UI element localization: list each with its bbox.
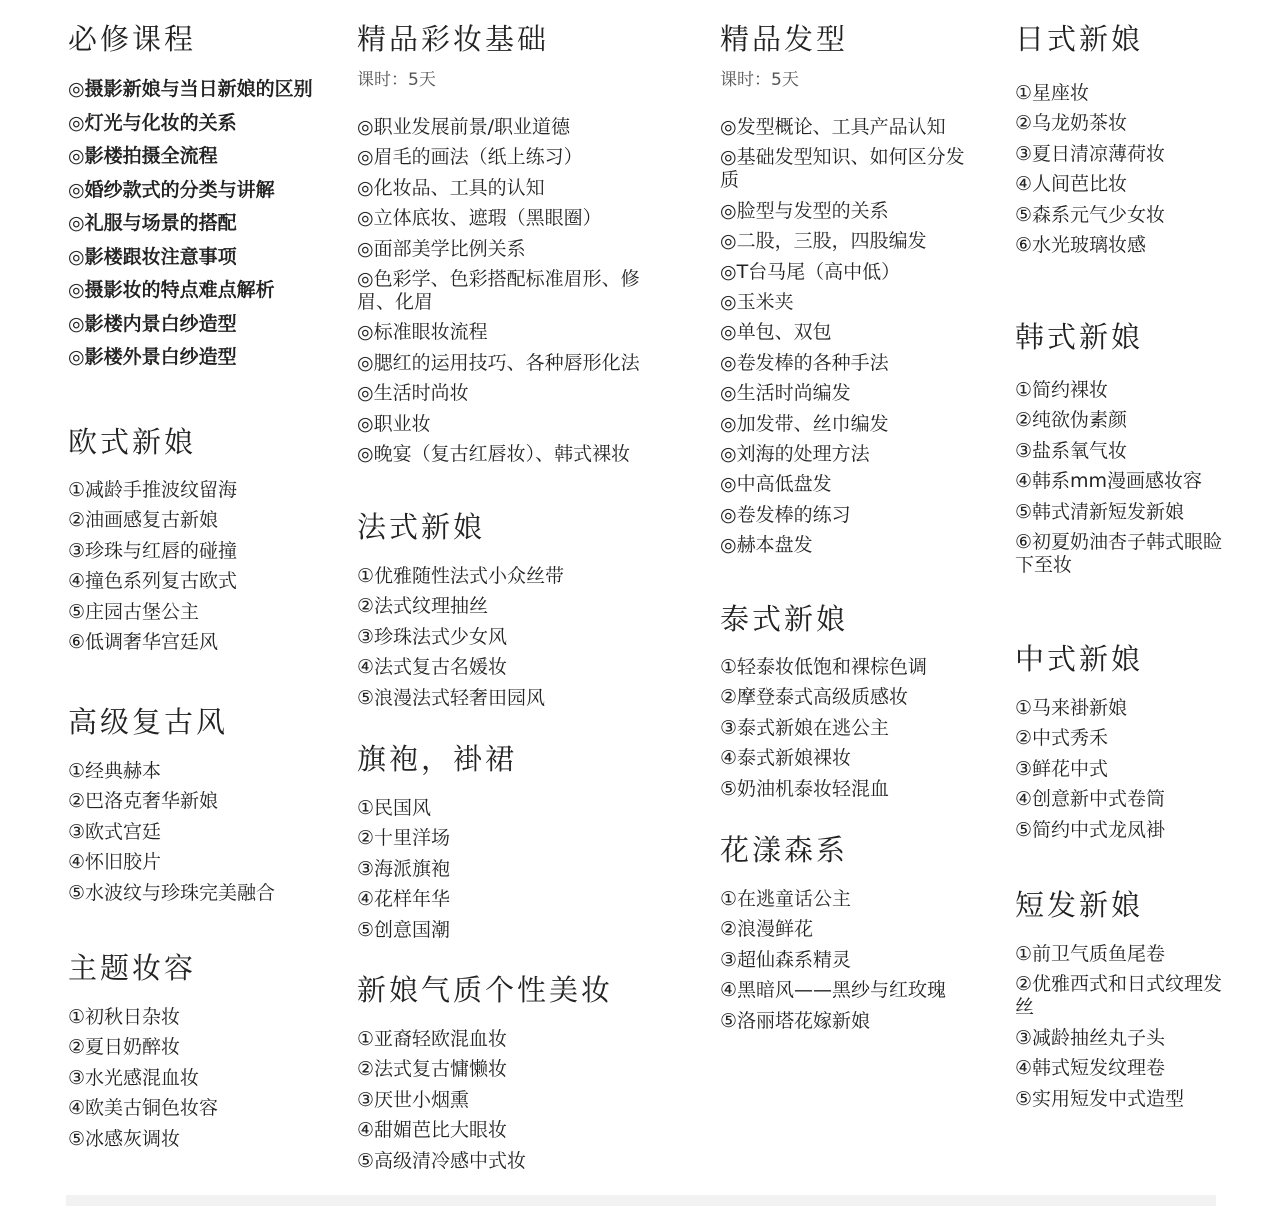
list-item: ◎卷发棒的各种手法 (720, 351, 889, 374)
list-item: ②法式复古慵懒妆 (357, 1058, 508, 1081)
list-item: ◎礼服与场景的搭配 (68, 212, 237, 234)
list-item: ⑤洛丽塔花嫁新娘 (720, 1009, 871, 1032)
section-title: 主题妆容 (68, 951, 197, 985)
item-list (357, 565, 667, 710)
list-item: ②十里洋场 (357, 827, 451, 850)
section-short-hair-bride (1015, 886, 1225, 1118)
section-title: 高级复古风 (68, 705, 229, 739)
item-list (720, 656, 970, 801)
list-item: ◎摄影妆的特点难点解析 (68, 279, 275, 301)
list-item: ◎玉米夹 (720, 290, 794, 313)
list-item: ④撞色系列复古欧式 (68, 570, 238, 593)
list-item: ④黑暗风——黑纱与红玫瑰 (720, 979, 947, 1002)
list-item: ④欧美古铜色妆容 (68, 1097, 219, 1120)
list-item: ◎T台马尾（高中低） (720, 260, 901, 283)
section-chinese-bride (1015, 640, 1225, 849)
section-title: 精品彩妆基础 (357, 22, 550, 56)
list-item: ⑤高级清冷感中式妆 (357, 1149, 527, 1172)
list-item: ③盐系氧气妆 (1015, 439, 1128, 462)
list-item: ①减龄手推波纹留海 (68, 479, 238, 501)
list-item: ③珍珠法式少女风 (357, 625, 508, 648)
course-duration: 课时：5天 (720, 70, 799, 90)
list-item: ◎脸型与发型的关系 (720, 199, 889, 222)
list-item: ◎标准眼妆流程 (357, 321, 488, 344)
section-european-bride (68, 423, 323, 661)
list-item: ◎眉毛的画法（纸上练习） (357, 146, 583, 169)
list-item: ◎刘海的处理方法 (720, 442, 870, 465)
section-title: 中式新娘 (1015, 642, 1144, 676)
list-item: ③珍珠与红唇的碰撞 (68, 539, 238, 562)
list-item: ②乌龙奶茶妆 (1015, 112, 1128, 135)
list-item: ①民国风 (357, 797, 432, 819)
section-title: 花漾森系 (720, 833, 849, 867)
list-item: ①星座妆 (1015, 82, 1090, 104)
list-item: ◎影楼跟妆注意事项 (68, 245, 237, 268)
item-list (68, 479, 323, 654)
list-item: ④甜媚芭比大眼妆 (357, 1119, 508, 1142)
section-french-bride (357, 508, 667, 717)
list-item: ◎色彩学、色彩搭配标准眉形、修眉、化眉 (357, 267, 640, 313)
course-duration: 课时：5天 (357, 70, 436, 90)
list-item: ◎二股，三股，四股编发 (720, 230, 927, 253)
list-item: ⑤浪漫法式轻奢田园风 (357, 686, 546, 709)
list-item: ◎赫本盘发 (720, 534, 813, 557)
list-item: ◎生活时尚妆 (357, 382, 469, 405)
list-item: ◎基础发型知识、如何区分发质 (720, 146, 965, 192)
item-list (68, 760, 323, 905)
list-item: ②法式纹理抽丝 (357, 595, 489, 618)
item-list (1015, 82, 1225, 257)
item-list (357, 116, 667, 466)
list-item: ①亚裔轻欧混血妆 (357, 1028, 508, 1050)
list-item: ⑤奶油机泰妆轻混血 (720, 777, 890, 800)
section-title: 短发新娘 (1015, 888, 1144, 922)
list-item: ①初秋日杂妆 (68, 1006, 181, 1028)
section-japanese-bride (1015, 20, 1225, 264)
list-item: ◎职业妆 (357, 412, 431, 435)
list-item: ③减龄抽丝丸子头 (1015, 1026, 1166, 1049)
list-item: ②摩登泰式高级质感妆 (720, 686, 909, 709)
item-list (68, 1006, 323, 1151)
list-item: ⑤创意国潮 (357, 918, 451, 941)
section-hairstyle (720, 20, 970, 564)
item-list (1015, 697, 1225, 842)
section-theme-makeup (68, 949, 323, 1158)
list-item: ④泰式新娘裸妆 (720, 747, 852, 770)
list-item: ④怀旧胶片 (68, 851, 162, 874)
list-item: ①经典赫本 (68, 760, 162, 782)
list-item: ④法式复古名媛妆 (357, 656, 508, 679)
section-retro-style (68, 703, 323, 912)
section-thai-bride (720, 600, 970, 808)
list-item: ⑥水光玻璃妆感 (1015, 233, 1147, 256)
section-title: 新娘气质个性美妆 (357, 973, 614, 1007)
list-item: ⑤森系元气少女妆 (1015, 203, 1166, 226)
section-required-courses (68, 20, 323, 380)
list-item: ③夏日清凉薄荷妆 (1015, 142, 1166, 165)
section-title: 法式新娘 (357, 510, 486, 544)
list-item: ③水光感混血妆 (68, 1066, 200, 1089)
list-item: ④韩式短发纹理卷 (1015, 1057, 1166, 1080)
section-title: 韩式新娘 (1015, 320, 1144, 354)
section-title: 旗袍，褂裙 (357, 742, 518, 776)
list-item: ②中式秀禾 (1015, 727, 1109, 750)
list-item: ①轻泰妆低饱和裸棕色调 (720, 656, 928, 678)
item-list (68, 78, 323, 369)
item-list (1015, 943, 1225, 1111)
list-item: ②巴洛克奢华新娘 (68, 790, 219, 813)
section-title: 欧式新娘 (68, 425, 197, 459)
list-item: ①在逃童话公主 (720, 888, 852, 910)
list-item: ⑤韩式清新短发新娘 (1015, 500, 1185, 523)
list-item: ◎卷发棒的练习 (720, 503, 851, 526)
list-item: ◎晚宴（复古红唇妆）、韩式裸妆 (357, 442, 631, 465)
list-item: ③海派旗袍 (357, 857, 451, 880)
list-item: ①简约裸妆 (1015, 379, 1109, 401)
list-item: ③泰式新娘在逃公主 (720, 716, 890, 739)
list-item: ②浪漫鲜花 (720, 918, 814, 941)
list-item: ◎婚纱款式的分类与讲解 (68, 178, 275, 201)
section-qipao (357, 740, 667, 949)
list-item: ⑤冰感灰调妆 (68, 1127, 181, 1150)
list-item: ◎化妆品、工具的认知 (357, 176, 545, 199)
section-title: 必修课程 (68, 22, 197, 56)
list-item: ◎影楼外景白纱造型 (68, 346, 237, 368)
list-item: ③厌世小烟熏 (357, 1088, 470, 1111)
section-title: 精品发型 (720, 22, 849, 56)
list-item: ◎生活时尚编发 (720, 382, 851, 405)
list-item: ◎灯光与化妆的关系 (68, 111, 237, 134)
list-item: ⑥初夏奶油杏子韩式眼睑下至妆 (1015, 530, 1223, 576)
item-list (720, 888, 970, 1033)
section-personal-makeup (357, 971, 667, 1180)
list-item: ③欧式宫廷 (68, 820, 162, 843)
section-korean-bride (1015, 318, 1225, 584)
list-item: ③鲜花中式 (1015, 757, 1109, 780)
section-makeup-basics (357, 20, 667, 473)
list-item: ③超仙森系精灵 (720, 948, 852, 971)
list-item: ②优雅西式和日式纹理发丝 (1015, 973, 1223, 1019)
item-list (1015, 379, 1225, 577)
list-item: ①马来褂新娘 (1015, 697, 1128, 719)
item-list (357, 797, 667, 942)
list-item: ◎职业发展前景/职业道德 (357, 116, 570, 138)
list-item: ①优雅随性法式小众丝带 (357, 565, 565, 587)
item-list (720, 116, 970, 557)
list-item: ②纯欲伪素颜 (1015, 409, 1128, 432)
list-item: ⑤水波纹与珍珠完美融合 (68, 881, 276, 904)
list-item: ◎腮红的运用技巧、各种唇形化法 (357, 351, 640, 374)
list-item: ⑤实用短发中式造型 (1015, 1087, 1185, 1110)
list-item: ◎影楼拍摄全流程 (68, 145, 218, 167)
list-item: ◎中高低盘发 (720, 473, 832, 496)
list-item: ④花样年华 (357, 888, 451, 911)
list-item: ②油画感复古新娘 (68, 509, 219, 532)
list-item: ◎单包、双包 (720, 321, 832, 344)
list-item: ④创意新中式卷筒 (1015, 788, 1166, 811)
item-list (357, 1028, 667, 1173)
list-item: ◎摄影新娘与当日新娘的区别 (68, 78, 313, 100)
list-item: ◎影楼内景白纱造型 (68, 312, 237, 335)
list-item: ◎发型概论、工具产品认知 (720, 116, 946, 138)
footer-divider (66, 1195, 1216, 1206)
section-title: 泰式新娘 (720, 602, 849, 636)
list-item: ④韩系mm漫画感妆容 (1015, 470, 1203, 493)
list-item: ◎加发带、丝巾编发 (720, 412, 889, 435)
list-item: ◎立体底妆、遮瑕（黑眼圈） (357, 207, 602, 230)
list-item: ⑤庄园古堡公主 (68, 600, 200, 623)
list-item: ④人间芭比妆 (1015, 173, 1128, 196)
list-item: ②夏日奶醉妆 (68, 1036, 181, 1059)
list-item: ◎面部美学比例关系 (357, 237, 526, 260)
section-forest-style (720, 831, 970, 1040)
list-item: ①前卫气质鱼尾卷 (1015, 943, 1166, 965)
section-title: 日式新娘 (1015, 22, 1144, 56)
list-item: ⑥低调奢华宫廷风 (68, 630, 219, 653)
list-item: ⑤简约中式龙凤褂 (1015, 818, 1166, 841)
